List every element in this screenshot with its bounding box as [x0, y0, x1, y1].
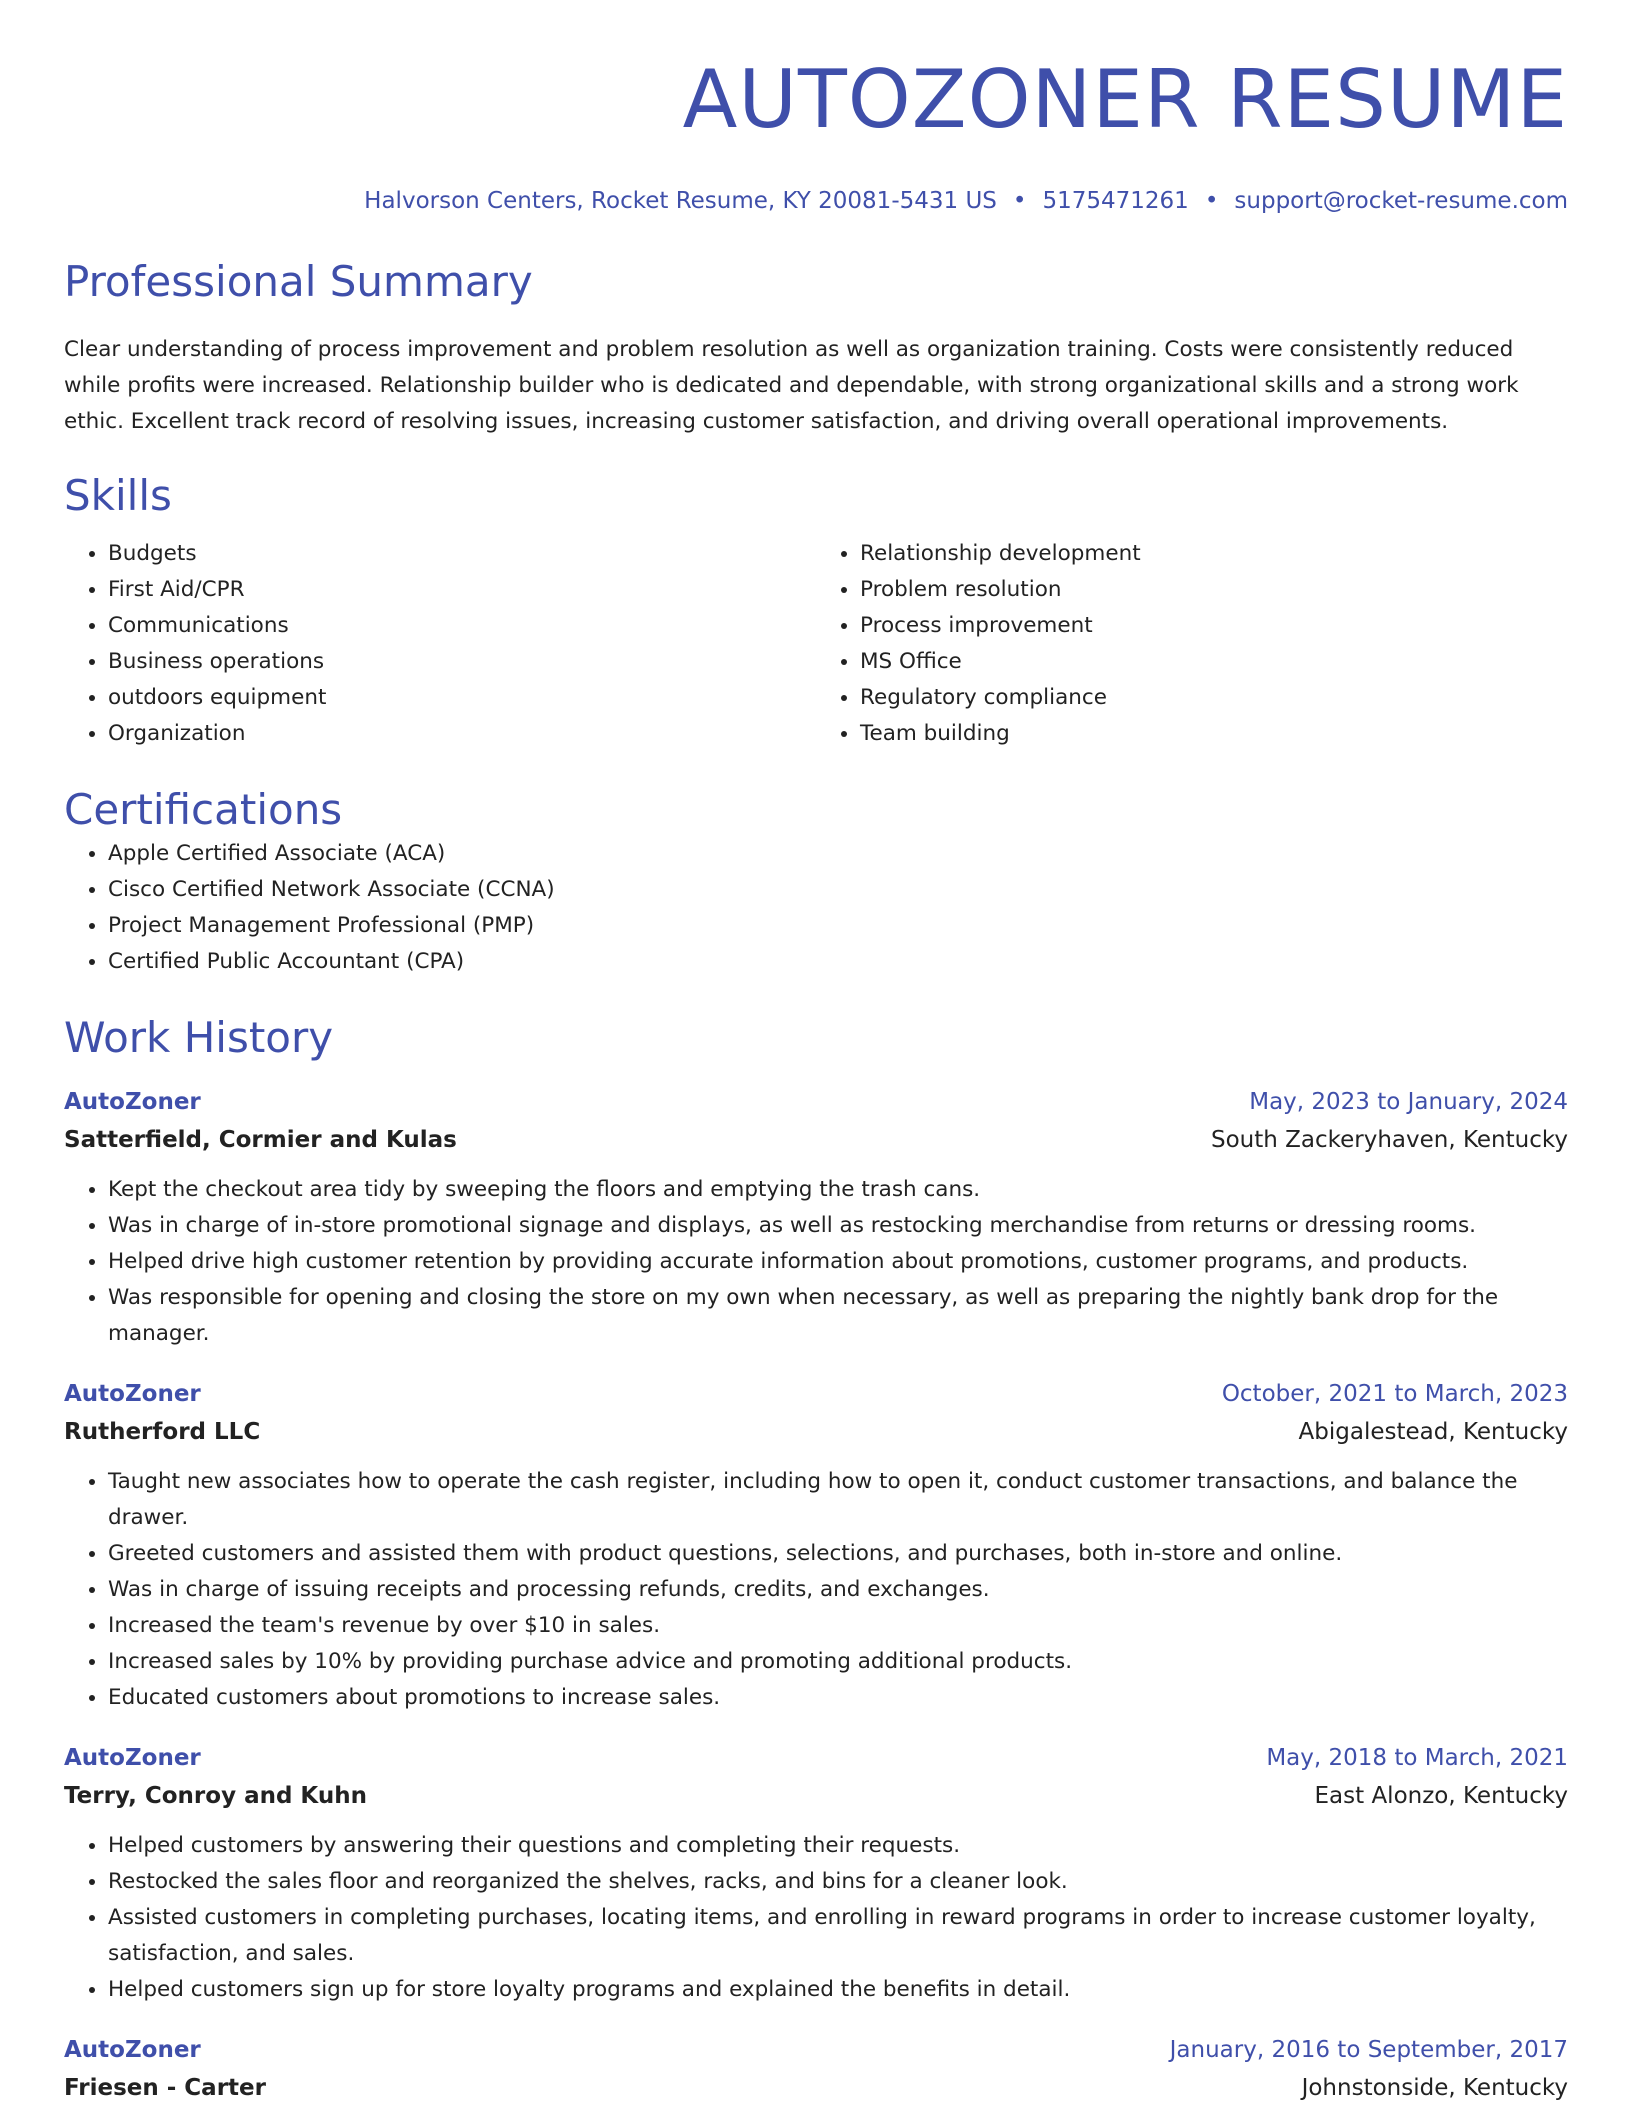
job-bullet: • Helped drive high customer retention by providing accurate information about promotions, customer programs, and products.: [108, 1244, 1568, 1280]
job-dates: May, 2018 to March, 2021: [1266, 1745, 1568, 1771]
job-bullet: • Was responsible for opening and closing the store on my own when necessary, as well as preparing the nightly bank drop for the manager.: [108, 1280, 1568, 1352]
summary-heading: Professional Summary: [64, 257, 533, 306]
job-location: Johnstonside, Kentucky: [1301, 2075, 1568, 2101]
job-bullet: • Educated customers about promotions to increase sales.: [108, 1680, 1568, 1716]
job-company: Rutherford LLC: [64, 1419, 261, 1445]
job-header-row: [64, 1740, 1568, 1776]
job-dates: January, 2016 to September, 2017: [1169, 2037, 1568, 2063]
skills-columns: [64, 536, 1568, 752]
job-bullet-list: [64, 1172, 1568, 1352]
job-header-row: [64, 2032, 1568, 2068]
contact-phone: 5175471261: [1042, 188, 1189, 214]
skills-list-left: [64, 536, 816, 752]
job-company-row: [64, 1776, 1568, 1816]
job-bullet: • Helped customers sign up for store loyalty programs and explained the benefits in detail.: [108, 1972, 1568, 2008]
skill-item: • Regulatory compliance: [860, 680, 1568, 716]
job-company: Satterfield, Cormier and Kulas: [64, 1127, 457, 1153]
job-bullet: • Was in charge of issuing receipts and processing refunds, credits, and exchanges.: [108, 1572, 1568, 1608]
job-bullet: • Taught new associates how to operate the cash register, including how to open it, conduct customer transactions, and balance the drawer.: [108, 1464, 1568, 1536]
job-title: AutoZoner: [64, 1745, 201, 1771]
skills-list-right: [816, 536, 1568, 752]
skill-item: • Team building: [860, 716, 1568, 752]
resume-name: AUTOZONER RESUME: [682, 53, 1568, 146]
job-company-row: [64, 2068, 1568, 2108]
skill-item: • MS Office: [860, 644, 1568, 680]
job-dates: October, 2021 to March, 2023: [1221, 1381, 1568, 1407]
skill-item: • First Aid/CPR: [108, 572, 816, 608]
job-location: Abigalestead, Kentucky: [1298, 1419, 1568, 1445]
skill-item: • outdoors equipment: [108, 680, 816, 716]
job-bullet: • Assisted customers in completing purchases, locating items, and enrolling in reward programs in order to increase customer loyalty, satisfaction, and sales.: [108, 1900, 1568, 1972]
job-company: Friesen - Carter: [64, 2075, 266, 2101]
skill-item: • Business operations: [108, 644, 816, 680]
certification-item: • Cisco Certified Network Associate (CCNA): [108, 872, 1568, 908]
contact-separator: •: [1204, 188, 1219, 214]
skill-item: • Organization: [108, 716, 816, 752]
skill-item: • Communications: [108, 608, 816, 644]
contact-address: Halvorson Centers, Rocket Resume, KY 20081-5431 US: [364, 188, 997, 214]
job-company-row: [64, 1412, 1568, 1452]
skill-item: • Problem resolution: [860, 572, 1568, 608]
certification-item: • Project Management Professional (PMP): [108, 908, 1568, 944]
certifications-heading: Certifications: [64, 785, 343, 834]
certification-item: • Apple Certified Associate (ACA): [108, 836, 1568, 872]
job-bullet: • Helped customers by answering their questions and completing their requests.: [108, 1828, 1568, 1864]
skill-item: • Budgets: [108, 536, 816, 572]
job-header-row: [64, 1084, 1568, 1120]
job-title: AutoZoner: [64, 2037, 201, 2063]
contact-email[interactable]: support@rocket-resume.com: [1234, 188, 1568, 214]
job-entry: [64, 1084, 1568, 1352]
work-history-heading: Work History: [64, 1013, 334, 1062]
skill-item: • Relationship development: [860, 536, 1568, 572]
job-bullet: • Greeted customers and assisted them with product questions, selections, and purchases, both in-store and online.: [108, 1536, 1568, 1572]
job-title: AutoZoner: [64, 1381, 201, 1407]
contact-line: [64, 186, 1568, 216]
job-location: South Zackeryhaven, Kentucky: [1210, 1127, 1568, 1153]
job-company-row: [64, 1120, 1568, 1160]
job-bullet-list: [64, 1828, 1568, 2008]
job-bullet: • Increased the team's revenue by over $10 in sales.: [108, 1608, 1568, 1644]
summary-text: Clear understanding of process improvement and problem resolution as well as organization training. Costs were consistently reduced while profits were increased. Relationship builder who is dedicated and dependable, with strong organizational skills and a strong work ethic. Excellent track record of resolving issues, increasing customer satisfaction, and driving overall operational improvements.: [64, 337, 1519, 434]
job-bullet-list: [64, 1464, 1568, 1716]
job-header-row: [64, 1376, 1568, 1412]
certifications-list: [64, 836, 1568, 980]
certification-item: • Certified Public Accountant (CPA): [108, 944, 1568, 980]
job-location: East Alonzo, Kentucky: [1314, 1783, 1568, 1809]
job-bullet: • Kept the checkout area tidy by sweeping the floors and emptying the trash cans.: [108, 1172, 1568, 1208]
skills-heading: Skills: [64, 471, 172, 520]
job-entry: [64, 1376, 1568, 1716]
job-bullet: • Restocked the sales floor and reorganized the shelves, racks, and bins for a cleaner look.: [108, 1864, 1568, 1900]
job-bullet: • Increased sales by 10% by providing purchase advice and promoting additional products.: [108, 1644, 1568, 1680]
skill-item: • Process improvement: [860, 608, 1568, 644]
job-entry: [64, 2032, 1568, 2108]
job-bullet: • Was in charge of in-store promotional signage and displays, as well as restocking merchandise from returns or dressing rooms.: [108, 1208, 1568, 1244]
contact-separator: •: [1012, 188, 1027, 214]
job-dates: May, 2023 to January, 2024: [1249, 1089, 1568, 1115]
job-entry: [64, 1740, 1568, 2008]
job-title: AutoZoner: [64, 1089, 201, 1115]
job-company: Terry, Conroy and Kuhn: [64, 1783, 367, 1809]
